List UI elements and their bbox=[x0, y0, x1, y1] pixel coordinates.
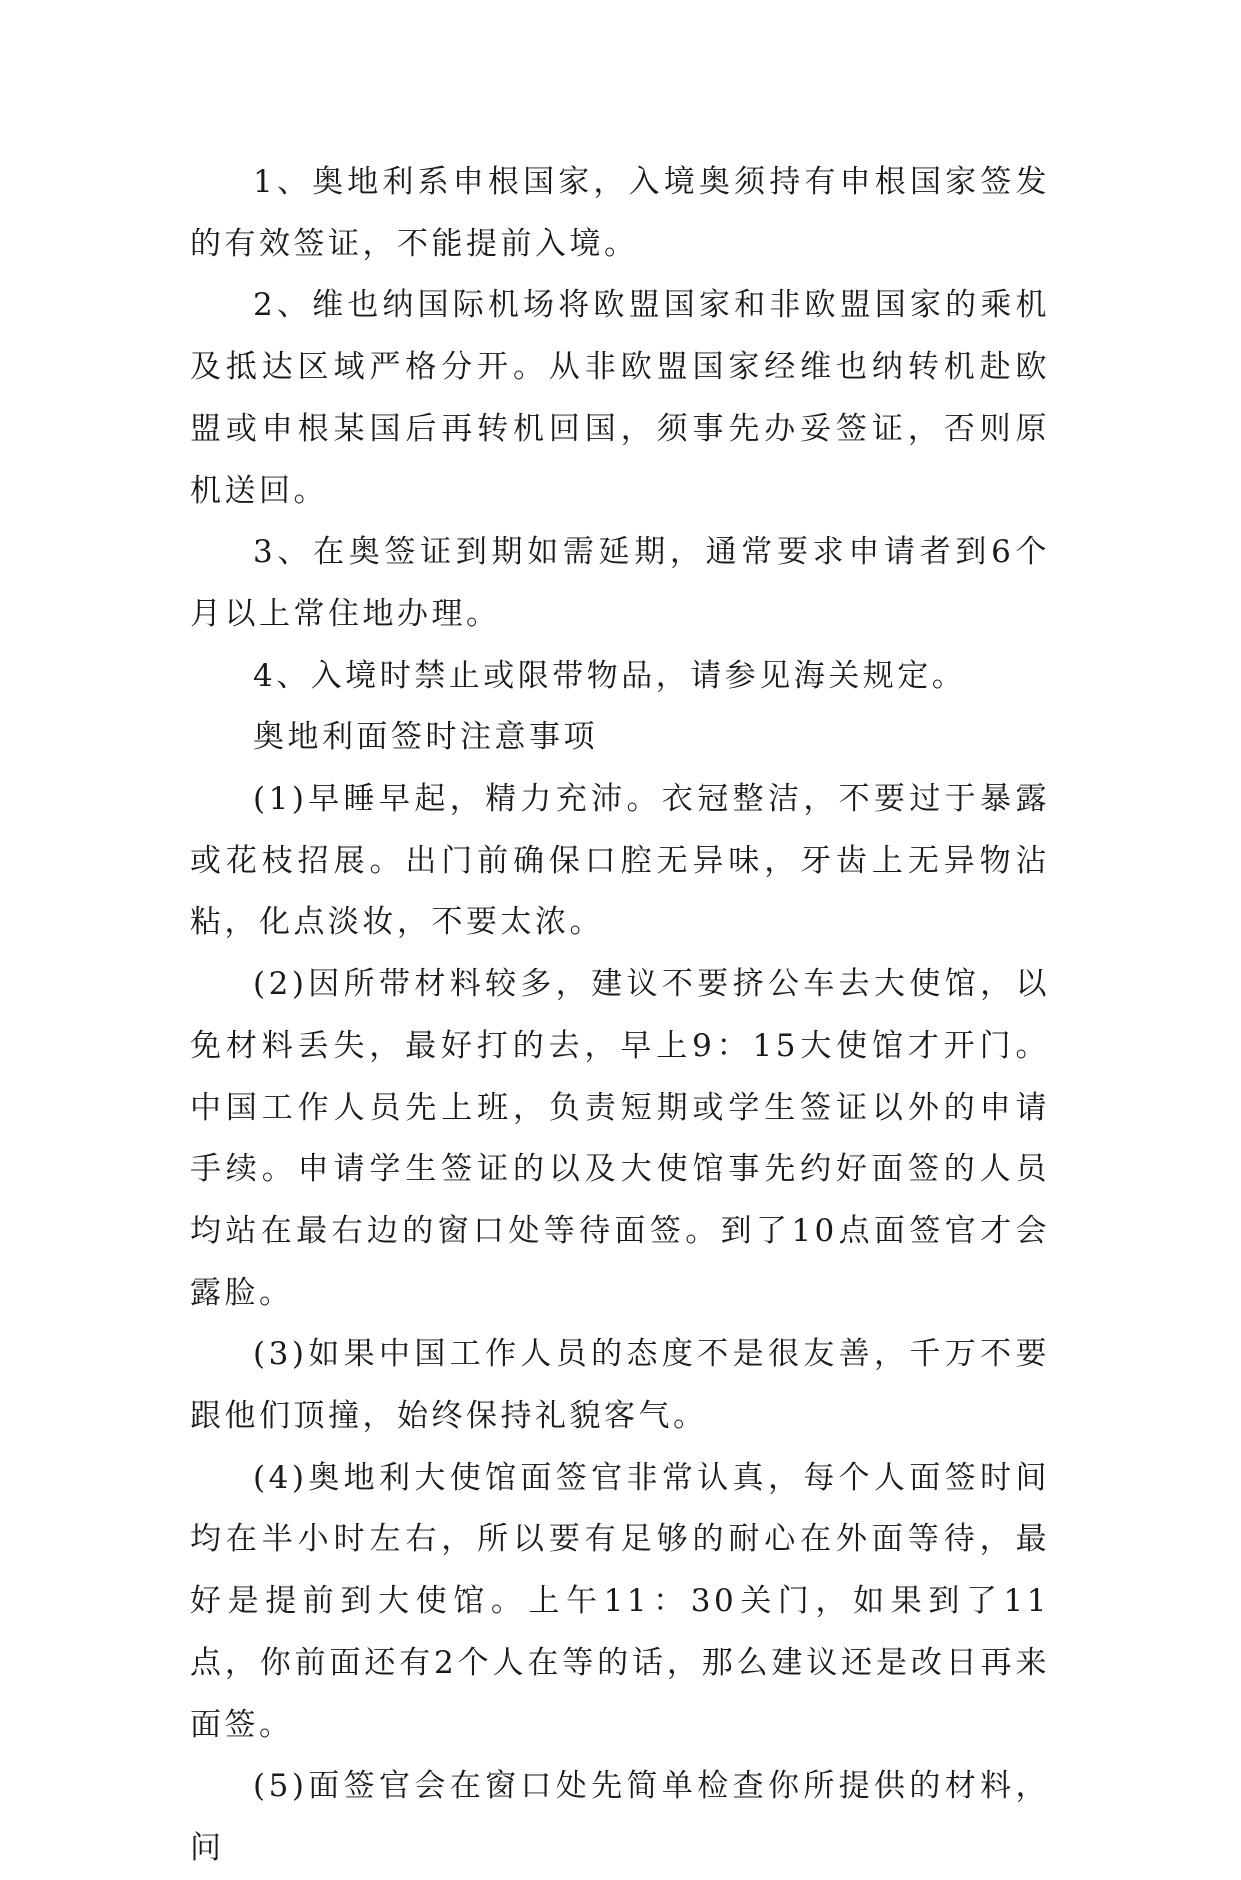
section-heading-interview-notes: 奥地利面签时注意事项 bbox=[253, 719, 598, 756]
paragraph-note-5-document-check: (5)面签官会在窗口处先简单检查你所提供的材料，问 bbox=[190, 1768, 1050, 1866]
paragraph-note-1-appearance: (1)早睡早起，精力充沛。衣冠整洁，不要过于暴露或花枝招展。出门前确保口腔无异味，牙齿上无异物沾粘，化点淡妆，不要太浓。 bbox=[190, 781, 1050, 941]
document-body bbox=[190, 152, 1050, 1880]
paragraph-note-3-staff-attitude: (3)如果中国工作人员的态度不是很友善，千万不要跟他们顶撞，始终保持礼貌客气。 bbox=[190, 1336, 1050, 1435]
paragraph-2-vienna-airport-transit: 2、维也纳国际机场将欧盟国家和非欧盟国家的乘机及抵达区域严格分开。从非欧盟国家经维也纳转机赴欧盟或申根某国后再转机回国，须事先办妥签证，否则原机送回。 bbox=[190, 287, 1050, 509]
paragraph-1-schengen-entry: 1、奥地利系申根国家，入境奥须持有申根国家签发的有效签证，不能提前入境。 bbox=[190, 164, 1050, 262]
paragraph-note-2-embassy-hours: (2)因所带材料较多，建议不要挤公车去大使馆，以免材料丢失，最好打的去，早上9：15大使馆才开门。中国工作人员先上班，负责短期或学生签证以外的申请手续。申请学生签证的以及大使馆事先约好面签的人员均站在最右边的窗口处等待面签。到了10点面签官才会露脸。 bbox=[190, 966, 1050, 1311]
paragraph-4-customs-items: 4、入境时禁止或限带物品，请参见海关规定。 bbox=[253, 657, 967, 694]
paragraph-3-visa-extension: 3、在奥签证到期如需延期，通常要求申请者到6个月以上常住地办理。 bbox=[190, 534, 1050, 632]
paragraph-note-4-waiting-time: (4)奥地利大使馆面签官非常认真，每个人面签时间均在半小时左右，所以要有足够的耐心在外面等待，最好是提前到大使馆。上午11：30关门，如果到了11点，你前面还有2个人在等的话，那么建议还是改日再来面签。 bbox=[190, 1459, 1050, 1743]
